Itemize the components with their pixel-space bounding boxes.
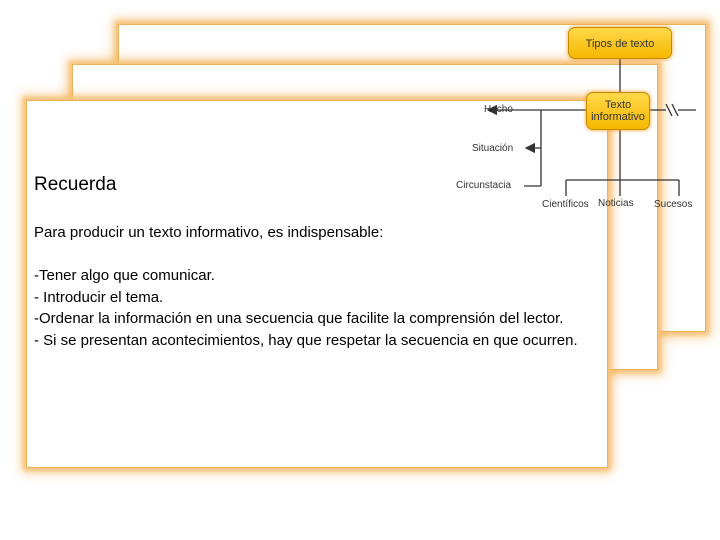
bullet-item: -Tener algo que comunicar. (34, 267, 215, 284)
situacion-label: Situación (472, 143, 514, 154)
break-mark-1 (666, 104, 672, 116)
tipos-de-texto-box (568, 27, 672, 59)
note-intro: Para producir un texto informativo, es indispensable: (34, 224, 384, 241)
bullet-item: - Introducir el tema. (34, 288, 164, 306)
note-bullet-list (34, 265, 598, 351)
cientificos-label: Científicos (542, 199, 589, 210)
break-mark-2 (672, 104, 678, 116)
texto-informativo-box (586, 92, 650, 130)
note-heading: Recuerda (34, 174, 117, 195)
texto-informativo-label: Texto informativo (591, 99, 645, 123)
noticias-label: Noticias (598, 198, 634, 209)
tipos-de-texto-label: Tipos de texto (585, 38, 655, 50)
bullet-item: -Ordenar la información en una secuencia que facilite la comprensión del lector. (34, 310, 564, 327)
hecho-label: Hecho (484, 104, 513, 115)
circunstacia-label: Circunstacia (456, 180, 512, 191)
sucesos-label: Sucesos (654, 199, 693, 210)
bullet-item: - Si se presentan acontecimientos, hay que respetar la secuencia en que ocurren. (34, 331, 578, 349)
